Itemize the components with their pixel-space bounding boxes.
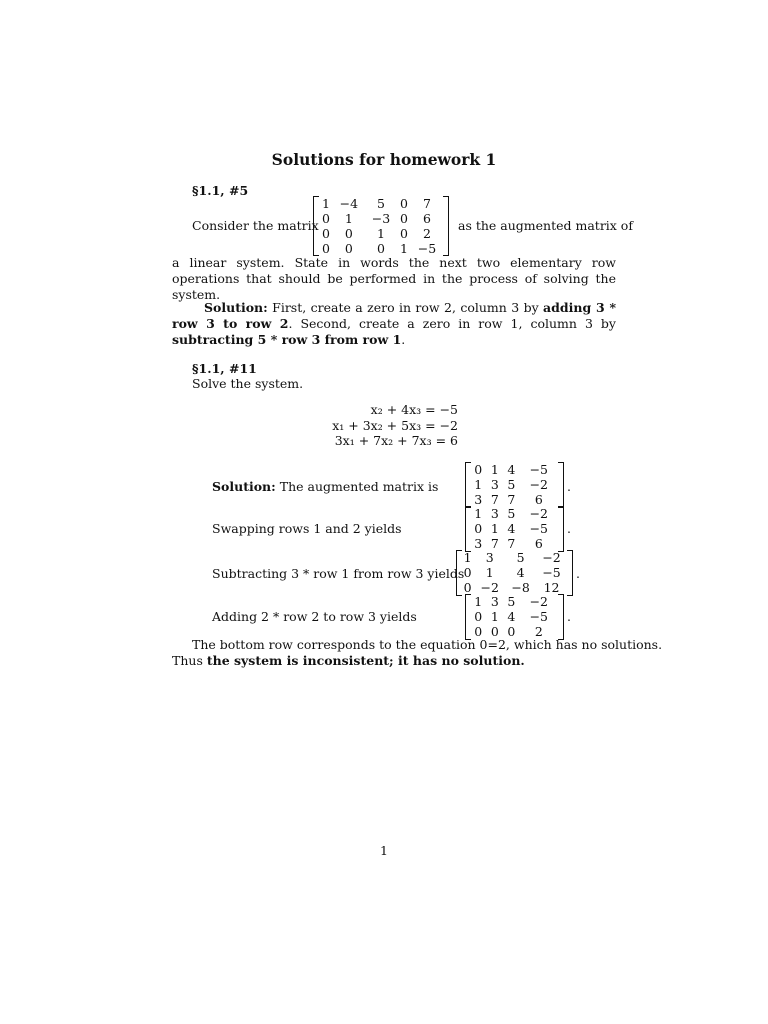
period: . — [567, 521, 571, 536]
matrix-entry: −3 — [371, 211, 391, 226]
matrix-entry: 0 — [463, 580, 472, 595]
matrix-entry: 7 — [422, 196, 431, 211]
matrix-entry: 6 — [534, 536, 543, 551]
matrix-row — [319, 226, 443, 241]
matrix-entry: 1 — [474, 594, 483, 609]
equation: 3x₁ + 7x₂ + 7x₃ = 6 — [334, 433, 458, 448]
matrix-row — [470, 594, 558, 609]
matrix-entry: 0 — [463, 565, 472, 580]
matrix-entry: 7 — [507, 492, 516, 507]
matrix-row — [470, 492, 558, 507]
matrix-entry: 7 — [490, 536, 499, 551]
matrix-entry: 1 — [321, 196, 330, 211]
matrix-entry: 5 — [507, 594, 516, 609]
equation: x₂ + 4x₃ = −5 — [370, 402, 458, 417]
matrix-entry: 0 — [344, 226, 353, 241]
matrix-row — [461, 580, 567, 595]
matrix-entry: 5 — [377, 196, 385, 211]
right-bracket — [558, 594, 564, 640]
matrix-table — [319, 196, 443, 256]
step-label-text: Subtracting 3 * row 1 from row 3 yields — [212, 566, 465, 581]
matrix-entry: −2 — [480, 580, 499, 595]
right-bracket — [443, 196, 449, 256]
matrix-entry: 3 — [490, 506, 499, 521]
step-label — [212, 566, 464, 581]
matrix-entry: 0 — [474, 521, 483, 536]
matrix-entry: −2 — [542, 550, 561, 565]
matrix-entry: 0 — [507, 624, 516, 639]
problem-1-intro: Consider the matrix — [192, 218, 319, 233]
matrix-entry: 3 — [485, 550, 494, 565]
matrix-entry: 7 — [507, 536, 516, 551]
matrix-entry: 5 — [507, 477, 516, 492]
problem-1-after-matrix: as the augmented matrix of — [458, 218, 633, 233]
matrix-entry: 3 — [490, 477, 499, 492]
conclusion-text: The bottom row corresponds to the equation 0=2, which has no solutions. — [192, 637, 663, 652]
matrix-entry: 0 — [321, 211, 330, 226]
matrix-entry: −5 — [529, 462, 549, 477]
matrix-row — [319, 196, 443, 211]
matrix-row — [461, 550, 567, 565]
matrix-entry: 5 — [507, 506, 516, 521]
matrix-row — [470, 521, 558, 536]
equation-system — [300, 402, 458, 449]
conclusion — [172, 653, 525, 668]
matrix-entry: −4 — [339, 196, 359, 211]
problem-2-heading: §1.1, #11 — [192, 361, 257, 376]
step-label-text: Adding 2 * row 2 to row 3 yields — [212, 609, 417, 624]
solution-bold: subtracting 5 * row 3 from row 1 — [172, 332, 402, 347]
step-1-matrix — [465, 462, 564, 508]
matrix-entry: 5 — [516, 550, 525, 565]
problem-1-matrix — [313, 196, 449, 256]
matrix-entry: −2 — [529, 594, 549, 609]
matrix-entry: 1 — [377, 226, 385, 241]
solution-label: Solution: — [204, 300, 268, 315]
step-3-matrix — [456, 550, 573, 596]
matrix-entry: 1 — [474, 506, 483, 521]
matrix-entry: 0 — [474, 462, 483, 477]
matrix-row — [319, 241, 443, 256]
matrix-entry: 6 — [534, 492, 543, 507]
step-label — [212, 609, 417, 624]
matrix-entry: 0 — [474, 624, 483, 639]
matrix-entry: 4 — [507, 521, 516, 536]
matrix-entry: 0 — [399, 226, 408, 241]
matrix-entry: 3 — [474, 492, 483, 507]
step-2-matrix — [465, 506, 564, 552]
matrix-entry: 6 — [422, 211, 431, 226]
matrix-entry: −5 — [529, 609, 549, 624]
matrix-entry: 1 — [344, 211, 353, 226]
step-label-bold: Solution: — [212, 479, 276, 494]
period: . — [567, 609, 571, 624]
matrix-entry: 0 — [399, 211, 408, 226]
conclusion-bold: the system is inconsistent; it has no solution. — [206, 653, 525, 668]
matrix-entry: 1 — [485, 565, 494, 580]
matrix-table — [461, 550, 567, 595]
step-label — [212, 521, 402, 536]
matrix-row — [470, 477, 558, 492]
solution-text: First, create a zero in row 2, column 3 by — [267, 300, 544, 315]
matrix-entry: 0 — [321, 226, 330, 241]
step-4-matrix — [465, 594, 564, 640]
matrix-entry: 0 — [377, 241, 385, 256]
matrix-entry: 1 — [490, 521, 499, 536]
matrix-entry: 1 — [474, 477, 483, 492]
matrix-entry: 4 — [516, 565, 525, 580]
matrix-entry: 1 — [463, 550, 472, 565]
period: . — [567, 479, 571, 494]
right-bracket — [567, 550, 573, 596]
matrix-entry: 4 — [507, 462, 516, 477]
matrix-entry: −5 — [529, 521, 549, 536]
step-label-text: The augmented matrix is — [275, 479, 439, 494]
matrix-entry: −2 — [529, 506, 549, 521]
step-label-text: Swapping rows 1 and 2 yields — [212, 521, 402, 536]
matrix-row — [319, 211, 443, 226]
period: . — [576, 566, 580, 581]
problem-1-heading: §1.1, #5 — [192, 183, 249, 198]
matrix-entry: 0 — [321, 241, 330, 256]
matrix-entry: −5 — [542, 565, 561, 580]
matrix-entry: 2 — [534, 624, 543, 639]
matrix-entry: 1 — [399, 241, 408, 256]
matrix-row — [470, 506, 558, 521]
matrix-entry: −8 — [511, 580, 530, 595]
matrix-entry: 7 — [490, 492, 499, 507]
problem-1-continuation: a linear system. State in words the next two elementary row operations that should be performed in the process of solving the system. — [172, 255, 616, 302]
matrix-entry: −2 — [529, 477, 549, 492]
page-number: 1 — [380, 843, 388, 858]
matrix-entry: 12 — [543, 580, 560, 595]
matrix-entry: 1 — [490, 609, 499, 624]
problem-1-solution — [172, 300, 616, 348]
right-bracket — [558, 462, 564, 508]
matrix-row — [470, 609, 558, 624]
matrix-entry: −5 — [417, 241, 437, 256]
conclusion-prefix: Thus — [172, 653, 207, 668]
matrix-row — [461, 565, 567, 580]
right-bracket — [558, 506, 564, 552]
matrix-entry: 0 — [399, 196, 408, 211]
matrix-entry: 0 — [344, 241, 353, 256]
solution-bold: adding 3 * row 3 to row 2 — [172, 300, 616, 331]
equation: x₁ + 3x₂ + 5x₃ = −2 — [332, 417, 458, 433]
matrix-row — [470, 462, 558, 477]
matrix-entry: 3 — [490, 594, 499, 609]
step-label — [212, 479, 438, 494]
page-title: Solutions for homework 1 — [271, 150, 497, 169]
matrix-row — [470, 536, 558, 551]
matrix-entry: 2 — [422, 226, 431, 241]
matrix-table — [470, 594, 558, 639]
solution-text: . — [401, 332, 406, 347]
matrix-table — [470, 506, 558, 551]
matrix-entry: 4 — [507, 609, 516, 624]
problem-2-prompt: Solve the system. — [192, 376, 304, 391]
matrix-entry: 1 — [490, 462, 499, 477]
matrix-entry: 0 — [474, 609, 483, 624]
matrix-entry: 3 — [474, 536, 483, 551]
matrix-table — [470, 462, 558, 507]
matrix-entry: 0 — [490, 624, 499, 639]
solution-text: . Second, create a zero in row 1, column 3 by — [288, 316, 616, 331]
